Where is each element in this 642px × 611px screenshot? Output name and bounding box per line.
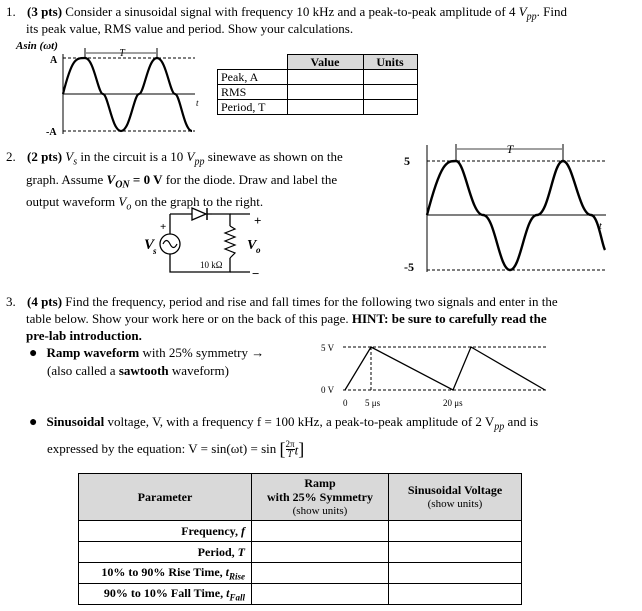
q2-vo: V <box>118 194 127 210</box>
q3-row-frequency <box>79 521 252 542</box>
q3-row-sym: t <box>225 564 229 579</box>
q3-text-b: table below. Show your work here or on the back of this page. <box>26 311 349 326</box>
q2-vo-label: V <box>247 238 257 253</box>
q3-ramp-line1 <box>29 344 264 362</box>
q3-sin-a: voltage, V, with a frequency f = 100 kHz, a peak-to-peak amplitude of 2 V <box>107 414 495 429</box>
q1-table-header-units: Units <box>363 55 417 70</box>
q3-row-sub: Rise <box>228 571 245 582</box>
q1-graph-top: A <box>50 55 58 66</box>
q2-line1 <box>6 148 386 171</box>
q3-sin-line2 <box>29 440 638 460</box>
q3-ramp-bullet <box>29 344 264 379</box>
q2-sine-graph <box>400 140 615 275</box>
q2-graph-xaxis: t <box>599 221 602 232</box>
q3-col-ramp-1: Ramp <box>304 476 336 490</box>
q3-row-label: Period, <box>197 544 235 559</box>
q3-col-sin-1: Sinusoidal Voltage <box>407 483 503 497</box>
q3-ramp-v0: 0 V <box>321 385 335 395</box>
q3-row-label: 10% to 90% Rise Time, <box>101 564 223 579</box>
q1-period-label: T <box>119 48 125 59</box>
q3-table <box>78 473 522 605</box>
q2-vo-sub: o <box>256 245 261 255</box>
bullet-icon: ● <box>29 346 38 361</box>
q1-find: . Find <box>536 4 568 19</box>
q3-sin-b: expressed by the equation: V = sin(ωt) = sin <box>47 440 277 456</box>
q3-sin-bullet <box>29 413 638 459</box>
q3-col-ramp <box>252 474 389 521</box>
q2-sinewave: sinewave as shown on the <box>207 149 343 164</box>
q2-vs-sub: s <box>153 246 157 256</box>
q1-table-header-0 <box>218 55 288 70</box>
q1-cell[interactable] <box>287 100 363 115</box>
q3-sin-line1 <box>29 413 638 436</box>
q1-row-peak: Peak, A <box>218 70 288 85</box>
q3-row-label: 90% to 10% Fall Time, <box>103 585 224 600</box>
q3-cell[interactable] <box>389 521 522 542</box>
q3-ramp-line2-a: (also called a <box>47 363 116 378</box>
q2-output: output waveform <box>26 194 116 210</box>
q1-cell[interactable] <box>287 85 363 100</box>
q1-sine-graph <box>10 38 205 138</box>
q1-row-period: Period, T <box>218 100 288 115</box>
q3-sin-title: Sinusoidal <box>46 414 105 429</box>
q3-ramp-title: Ramp waveform <box>46 345 140 360</box>
q3-ramp-t0: 0 <box>343 398 348 408</box>
q3-ramp-rest: with 25% symmetry → <box>142 345 265 360</box>
q3-row-sym: t <box>226 585 230 600</box>
q3-cell[interactable] <box>252 584 389 605</box>
q3-sin-a-end: and is <box>507 414 539 429</box>
q2-on-graph: on the graph to the right. <box>134 194 264 210</box>
q1-cell[interactable] <box>287 70 363 85</box>
q2-line2 <box>6 171 386 194</box>
q2-vo-sub: o <box>126 201 132 213</box>
q3-sin-a-sub: pp <box>494 421 505 433</box>
q3-cell[interactable] <box>252 521 389 542</box>
q3-ramp-t5: 5 μs <box>365 398 381 408</box>
q3-points: (4 pts) <box>27 294 63 309</box>
q2-period-label: T <box>506 142 514 156</box>
q1-points: (3 pts) <box>27 4 63 19</box>
q3-hint-b: pre-lab introduction. <box>26 328 142 343</box>
q2-resistor <box>225 226 235 258</box>
q3-row-label: Frequency, <box>181 523 238 538</box>
q3-row-sym: f <box>241 523 245 538</box>
q3-cell[interactable] <box>252 542 389 563</box>
q2-resistor-label: 10 kΩ <box>200 260 223 270</box>
q3-row-rise <box>79 563 252 584</box>
q3-text-a: Find the frequency, period and rise and fall times for the following two signals and enter in the <box>65 294 558 309</box>
q1-table <box>217 54 418 115</box>
q2-src-plus: + <box>160 221 167 233</box>
q2-for-diode: for the diode. Draw and label the <box>165 171 338 187</box>
q3-ramp-line2-c: waveform) <box>171 363 229 378</box>
q1-cell[interactable] <box>363 100 417 115</box>
q3-col-param: Parameter <box>79 474 252 521</box>
q2-graph-bottom: -5 <box>404 260 414 274</box>
q3-line2 <box>6 310 638 327</box>
q2-vs: V <box>65 149 74 164</box>
q1-vpp-sub: pp <box>526 11 537 23</box>
q2-eq0: = 0 V <box>132 171 163 187</box>
q3-ramp-v5: 5 V <box>321 343 335 353</box>
q3-fraction <box>286 440 295 459</box>
q2-vpp-sub: pp <box>194 156 205 168</box>
q3-ramp-graph <box>315 340 555 412</box>
q2-out-plus: + <box>254 213 262 228</box>
q2-graph-assume: graph. Assume <box>26 171 104 187</box>
q3-frac-den: T <box>287 449 293 460</box>
q1-graph-bottom: -A <box>46 127 57 138</box>
q3-sin-bracket: [ <box>279 439 286 460</box>
q2-von: V <box>106 171 116 187</box>
q1-cell[interactable] <box>363 85 417 100</box>
q2-vpp: V <box>186 149 195 164</box>
q3-hint: HINT: be sure to carefully read the <box>351 311 547 326</box>
q3-ramp-line2 <box>29 362 264 379</box>
q3-ramp-line2-b: sawtooth <box>118 363 169 378</box>
q3-row-fall <box>79 584 252 605</box>
q2-is-a: in the circuit is a 10 <box>80 149 184 164</box>
q2-number: 2. <box>6 149 16 164</box>
q3-col-ramp-units: (show units) <box>292 505 348 517</box>
q3-text <box>6 293 638 344</box>
bullet-icon: ● <box>29 415 38 430</box>
q2-vs-label: V <box>144 237 155 253</box>
q2-graph-top: 5 <box>404 154 410 168</box>
q2-points: (2 pts) <box>27 149 63 164</box>
q3-sin-bracket-close: ] <box>298 439 305 460</box>
q1-number: 1. <box>6 4 16 19</box>
q3-row-period <box>79 542 252 563</box>
q3-cell[interactable] <box>389 563 522 584</box>
q2-out-minus: − <box>252 266 260 281</box>
q3-frac-num: 2π <box>285 439 295 450</box>
q2-diode <box>192 208 206 220</box>
q3-ramp-wave <box>345 347 545 390</box>
q2-source-wave <box>163 241 177 248</box>
q3-ramp-t20: 20 μs <box>443 398 463 408</box>
q1-graph-xaxis: t <box>196 98 199 108</box>
q3-col-ramp-2: with 25% Symmetry <box>267 490 373 504</box>
q3-row-sym: T <box>237 544 245 559</box>
q2-von-sub: ON <box>115 179 130 191</box>
q1-text-a: Consider a sinusoidal signal with frequency 10 kHz and a peak-to-peak amplitude of 4 <box>65 4 516 19</box>
q1-graph-ylabel: Asin (ωt) <box>16 40 58 52</box>
q3-cell[interactable] <box>252 563 389 584</box>
q3-cell[interactable] <box>389 542 522 563</box>
q3-row-sub: Fall <box>229 592 245 603</box>
q3-frac-t: t <box>294 442 299 458</box>
q1-cell[interactable] <box>363 70 417 85</box>
q2-vs-sub: s <box>73 156 78 168</box>
q1-row-rms: RMS <box>218 85 288 100</box>
q1-table-header-value: Value <box>287 55 363 70</box>
q1-line2: its peak value, RMS value and period. Show your calculations. <box>26 21 354 36</box>
q1-vpp: V <box>518 4 527 19</box>
q2-circuit <box>140 200 270 282</box>
q3-line1 <box>6 293 638 310</box>
q3-col-sin <box>389 474 522 521</box>
q3-cell[interactable] <box>389 584 522 605</box>
q3-number: 3. <box>6 294 16 309</box>
q3-col-sin-units: (show units) <box>427 498 483 510</box>
